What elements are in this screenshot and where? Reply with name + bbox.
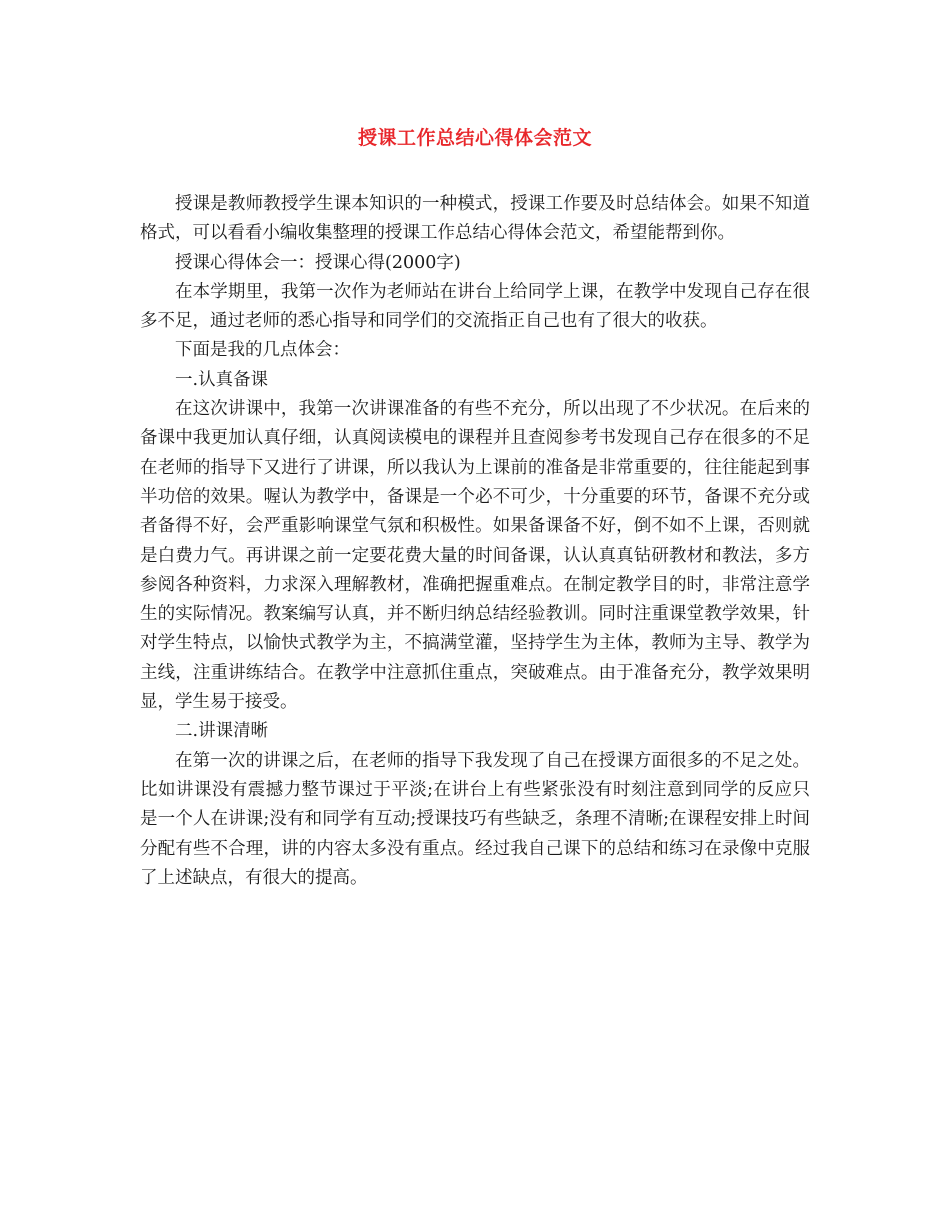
document-body (140, 190, 810, 893)
paragraph-points-intro: 下面是我的几点体会： (175, 340, 350, 361)
subheading-prepare: 一.认真备课 (175, 369, 269, 390)
section-heading-1: 授课心得体会一：授课心得(2000字) (175, 252, 461, 273)
paragraph-clear: 在第一次的讲课之后，在老师的指导下我发现了自己在授课方面很多的不足之处。比如讲课没有震撼力整节课过于平淡;在讲台上有些紧张没有时刻注意到同学的反应只是一个人在讲课;没有和同学有互动;授课技巧有些缺乏，条理不清晰;在课程安排上时间分配有些不合理，讲的内容太多没有重点。经过我自己课下的总结和练习在录像中克服了上述缺点，有很大的提高。 (140, 750, 810, 888)
document-title: 授课工作总结心得体会范文 (357, 127, 592, 149)
subheading-clear: 二.讲课清晰 (175, 721, 269, 742)
paragraph-prepare: 在这次讲课中，我第一次讲课准备的有些不充分，所以出现了不少状况。在后来的备课中我更加认真仔细，认真阅读模电的课程并且查阅参考书发现自己存在很多的不足在老师的指导下又进行了讲课，所以我认为上课前的准备是非常重要的，往往能起到事半功倍的效果。喔认为教学中，备课是一个必不可少，十分重要的环节，备课不充分或者备得不好，会严重影响课堂气氛和积极性。如果备课备不好，倒不如不上课，否则就是白费力气。再讲课之前一定要花费大量的时间备课，认认真真钻研教材和教法，多方参阅各种资料，力求深入理解教材，准确把握重难点。在制定教学目的时，非常注意学生的实际情况。教案编写认真，并不断归纳总结经验教训。同时注重课堂教学效果，针对学生特点，以愉快式教学为主，不搞满堂灌，坚持学生为主体，教师为主导、教学为主线，注重讲练结合。在教学中注意抓住重点，突破难点。由于准备充分，教学效果明显，学生易于接受。 (140, 399, 810, 713)
paragraph-semester: 在本学期里，我第一次作为老师站在讲台上给同学上课，在教学中发现自己存在很多不足，通过老师的悉心指导和同学们的交流指正自己也有了很大的收获。 (140, 281, 810, 332)
intro-paragraph: 授课是教师教授学生课本知识的一种模式，授课工作要及时总结体会。如果不知道格式，可以看看小编收集整理的授课工作总结心得体会范文，希望能帮到你。 (140, 194, 810, 244)
